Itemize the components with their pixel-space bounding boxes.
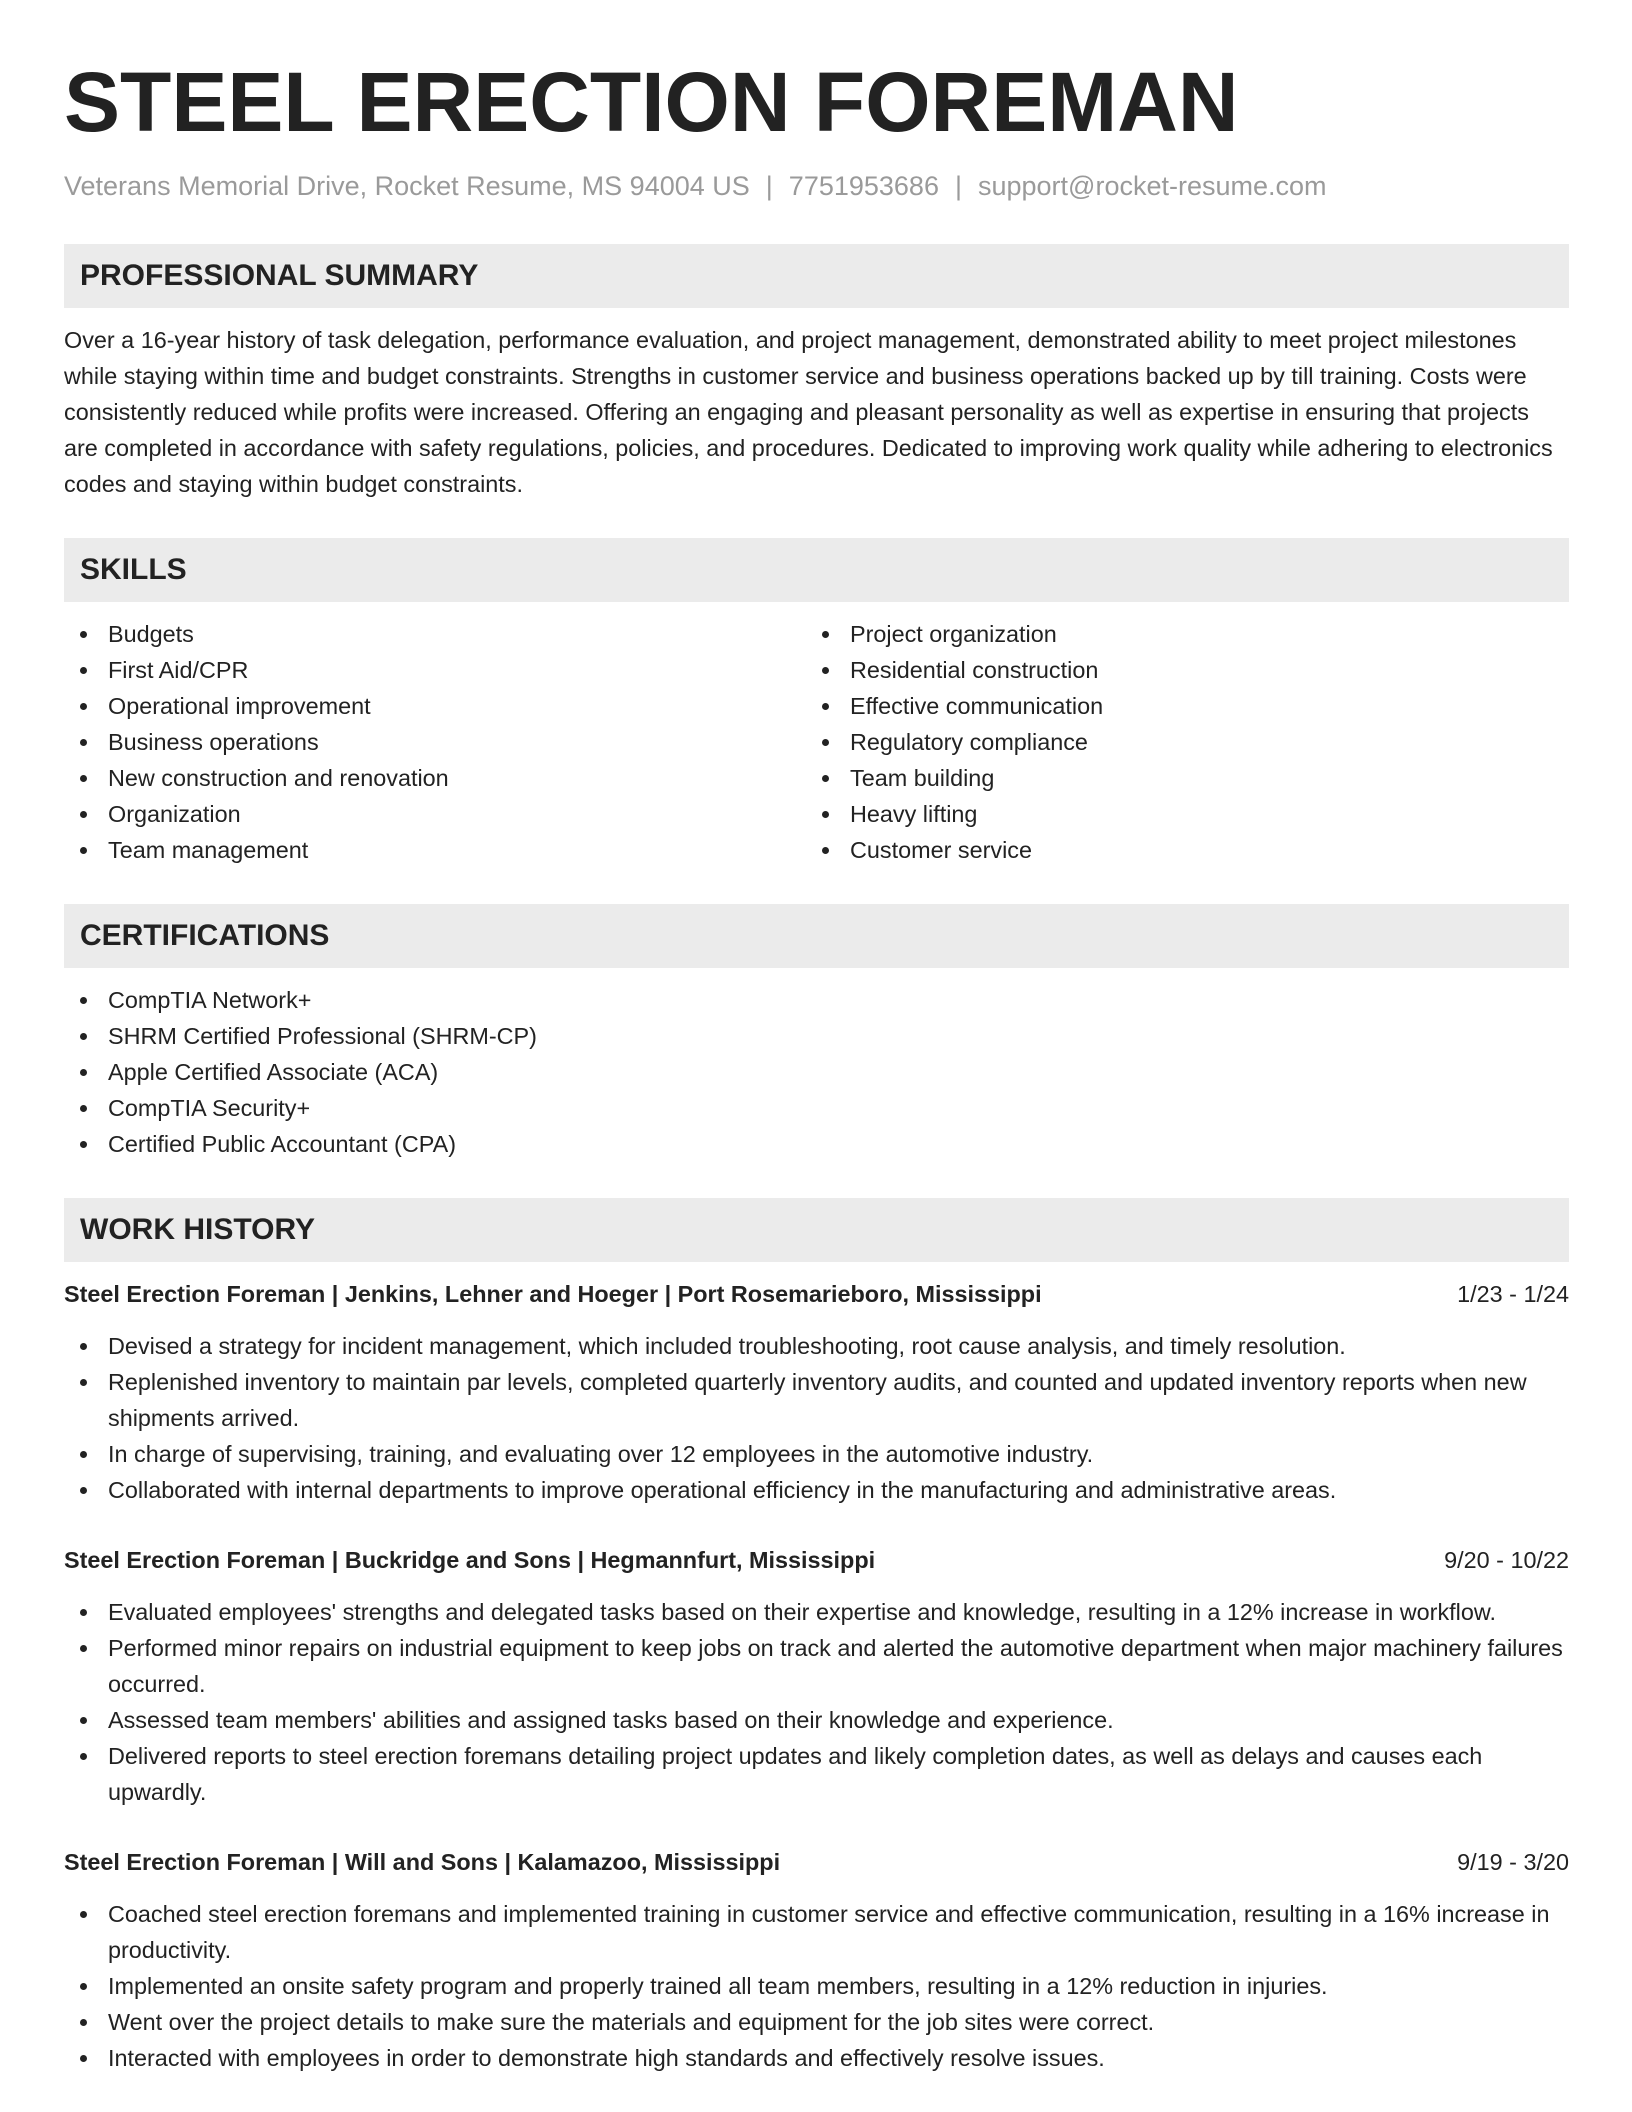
- job-bullet: Replenished inventory to maintain par levels, completed quarterly inventory audits, and counted and updated inventory reports when new shipments arrived.: [64, 1364, 1569, 1436]
- skill-item: First Aid/CPR: [64, 652, 806, 688]
- job-bullet: In charge of supervising, training, and evaluating over 12 employees in the automotive industry.: [64, 1436, 1569, 1472]
- skill-item: New construction and renovation: [64, 760, 806, 796]
- job-bullet: Devised a strategy for incident management, which included troubleshooting, root cause analysis, and timely resolution.: [64, 1328, 1569, 1364]
- job-title-row: [64, 1276, 1569, 1312]
- skill-item: Organization: [64, 796, 806, 832]
- job-bullet: Implemented an onsite safety program and properly trained all team members, resulting in a 12% reduction in injuries.: [64, 1968, 1569, 2004]
- job-bullet: Collaborated with internal departments to improve operational efficiency in the manufacturing and administrative areas.: [64, 1472, 1569, 1508]
- certification-item: Apple Certified Associate (ACA): [64, 1054, 1569, 1090]
- certifications-list: [64, 982, 1569, 1162]
- job-dates: 9/20 - 10/22: [1444, 1547, 1569, 1573]
- contact-separator: |: [954, 171, 962, 201]
- resume-page: [64, 52, 1569, 2076]
- job-title-row: [64, 1844, 1569, 1880]
- job-bullets: [64, 1328, 1569, 1508]
- contact-line: [64, 168, 1569, 204]
- contact-separator: |: [765, 171, 773, 201]
- skills-list: [64, 616, 1569, 868]
- job-title-row: [64, 1542, 1569, 1578]
- contact-phone: 7751953686: [788, 171, 939, 201]
- certification-item: Certified Public Accountant (CPA): [64, 1126, 1569, 1162]
- skill-item: Regulatory compliance: [806, 724, 1548, 760]
- skill-item: Residential construction: [806, 652, 1548, 688]
- candidate-name: STEEL ERECTION FOREMAN: [64, 55, 1239, 149]
- contact-address: Veterans Memorial Drive, Rocket Resume, MS 94004 US: [64, 171, 750, 201]
- certification-item: SHRM Certified Professional (SHRM-CP): [64, 1018, 1569, 1054]
- job-entry: [64, 1542, 1569, 1810]
- skill-item: Team management: [64, 832, 806, 868]
- job-bullet: Evaluated employees' strengths and delegated tasks based on their expertise and knowledge, resulting in a 12% increase in workflow.: [64, 1594, 1569, 1630]
- summary-text: Over a 16-year history of task delegation, performance evaluation, and project management, demonstrated ability to meet project milestones while staying within time and budget constraints. Strengths in customer service and business operations backed up by till training. Costs were consistently reduced while profits were increased. Offering an engaging and pleasant personality as well as expertise in ensuring that projects are completed in accordance with safety regulations, policies, and procedures. Dedicated to improving work quality while adhering to electronics codes and staying within budget constraints.: [64, 327, 1553, 497]
- job-bullet: Went over the project details to make sure the materials and equipment for the job sites were correct.: [64, 2004, 1569, 2040]
- skill-item: Customer service: [806, 832, 1548, 868]
- skills-column-right: [806, 616, 1548, 868]
- skill-item: Effective communication: [806, 688, 1548, 724]
- section-header-skills: SKILLS: [64, 538, 1569, 602]
- job-bullet: Coached steel erection foremans and implemented training in customer service and effective communication, resulting in a 16% increase in productivity.: [64, 1896, 1569, 1968]
- job-dates: 1/23 - 1/24: [1457, 1281, 1569, 1307]
- job-bullet: Interacted with employees in order to demonstrate high standards and effectively resolve issues.: [64, 2040, 1569, 2076]
- certification-item: CompTIA Network+: [64, 982, 1569, 1018]
- skill-item: Budgets: [64, 616, 806, 652]
- job-bullets: [64, 1896, 1569, 2076]
- skill-item: Heavy lifting: [806, 796, 1548, 832]
- job-dates: 9/19 - 3/20: [1457, 1849, 1569, 1875]
- job-entry: [64, 1276, 1569, 1508]
- job-entry: [64, 1844, 1569, 2076]
- section-header-work-history: WORK HISTORY: [64, 1198, 1569, 1262]
- skill-item: Team building: [806, 760, 1548, 796]
- job-bullets: [64, 1594, 1569, 1810]
- section-header-summary: PROFESSIONAL SUMMARY: [64, 244, 1569, 308]
- skills-column-left: [64, 616, 806, 868]
- job-bullet: Performed minor repairs on industrial equipment to keep jobs on track and alerted the automotive department when major machinery failures occurred.: [64, 1630, 1569, 1702]
- skill-item: Project organization: [806, 616, 1548, 652]
- certification-item: CompTIA Security+: [64, 1090, 1569, 1126]
- skill-item: Business operations: [64, 724, 806, 760]
- job-title: Steel Erection Foreman | Buckridge and Sons | Hegmannfurt, Mississippi: [64, 1547, 876, 1573]
- contact-email[interactable]: support@rocket-resume.com: [977, 171, 1327, 201]
- job-bullet: Assessed team members' abilities and assigned tasks based on their knowledge and experience.: [64, 1702, 1569, 1738]
- skill-item: Operational improvement: [64, 688, 806, 724]
- section-header-certifications: CERTIFICATIONS: [64, 904, 1569, 968]
- job-title: Steel Erection Foreman | Jenkins, Lehner and Hoeger | Port Rosemarieboro, Mississippi: [64, 1281, 1042, 1307]
- job-bullet: Delivered reports to steel erection foremans detailing project updates and likely completion dates, as well as delays and causes each upwardly.: [64, 1738, 1569, 1810]
- job-title: Steel Erection Foreman | Will and Sons | Kalamazoo, Mississippi: [64, 1849, 781, 1875]
